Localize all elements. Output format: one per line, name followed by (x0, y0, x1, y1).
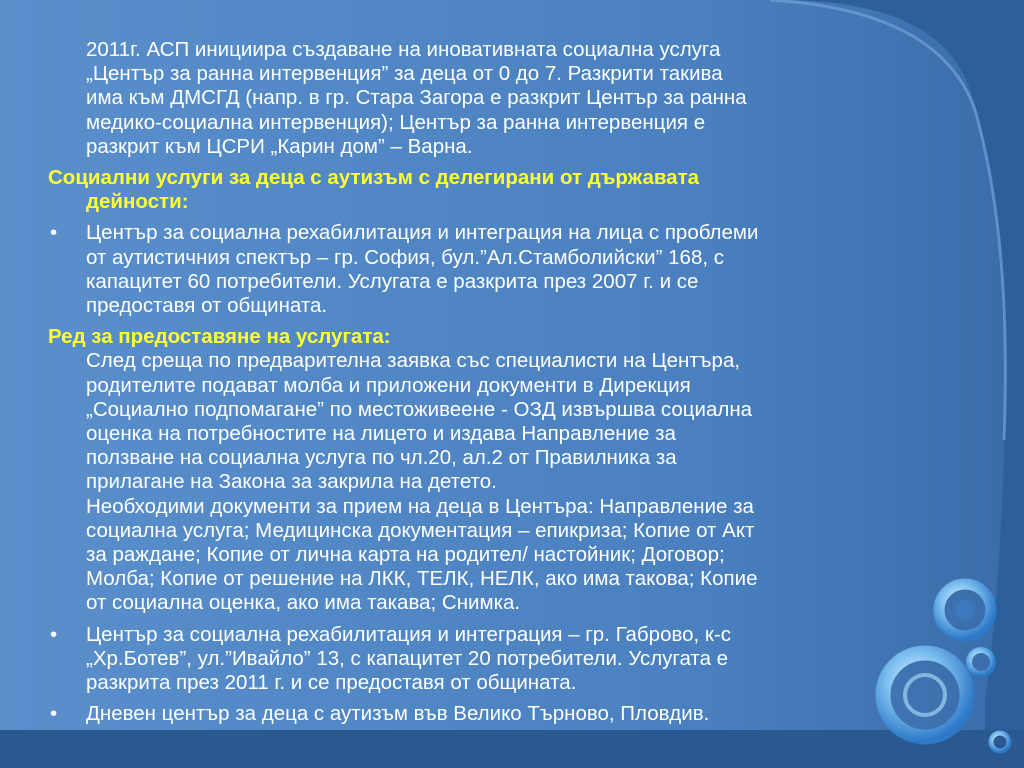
intro-line: „Център за ранна интервенция” за деца от 0 до 7. Разкрити такива (86, 62, 723, 86)
section-heading-autism-services: Социални услуги за деца с аутизъм с делегирани от държавата дейности: (48, 166, 700, 214)
intro-paragraph (48, 38, 938, 159)
procedure-line: оценка на потребностите на лицето и издава Направление за (86, 422, 676, 446)
bullet-icon: • (50, 702, 58, 726)
list-item: • Център за социална рехабилитация и интеграция – гр. Габрово, к-с „Хр.Ботев”, ул.”Ивайло” 13, с капацитет 20 потребители. Услугата е разкрита през 2011 г. и се предоставя от общината. (50, 622, 731, 695)
intro-line: 2011г. АСП инициира създаване на иновативната социална услуга (86, 38, 721, 61)
documents-line: социална услуга; Медицинска документация – епикриза; Копие от Акт (86, 518, 755, 542)
procedure-section (48, 325, 938, 615)
procedure-line: родителите подават молба и приложени документи в Дирекция (86, 373, 691, 397)
bullet-icon: • (50, 221, 58, 245)
bullet-icon: • (50, 622, 58, 646)
section-heading-procedure: Ред за предоставяне на услугата: (48, 325, 391, 349)
procedure-line: „Социално подпомагане” по местоживеене - ОЗД извършва социална (86, 397, 753, 421)
intro-line: разкрит към ЦСРИ „Карин дом” – Варна. (86, 134, 473, 158)
intro-line: медико-социална интервенция); Център за ранна интервенция е (86, 110, 706, 134)
intro-line: има към ДМСГД (напр. в гр. Стара Загора е разкрит Център за ранна (86, 86, 747, 110)
list-item: • Център за социална рехабилитация и интеграция на лица с проблеми от аутистичния спектър – гр. София, бул.”Ал.Стамболийски” 168, с капацитет 60 потребители. Услугата е разкрита през 2007 г. и се предоставя от общината. (50, 221, 759, 318)
documents-line: от социална оценка, ако има такава; Снимка. (86, 591, 521, 615)
procedure-line: ползване на социална услуга по чл.20, ал.2 от Правилника за (86, 446, 677, 470)
documents-line: Необходими документи за прием на деца в Центъра: Направление за (86, 494, 754, 518)
documents-line: Молба; Копие от решение на ЛКК, ТЕЛК, НЕЛК, ако има такова; Копие (86, 567, 758, 591)
list-item: • Дневен център за деца с аутизъм във Велико Търново, Пловдив. (50, 702, 710, 726)
procedure-line: След среща по предварителна заявка със специалисти на Центъра, (86, 349, 741, 373)
slide-content (48, 38, 938, 726)
documents-line: за раждане; Копие от лична карта на родител/ настойник; Договор; (86, 543, 725, 567)
procedure-line: прилагане на Закона за закрила на детето. (86, 470, 497, 494)
